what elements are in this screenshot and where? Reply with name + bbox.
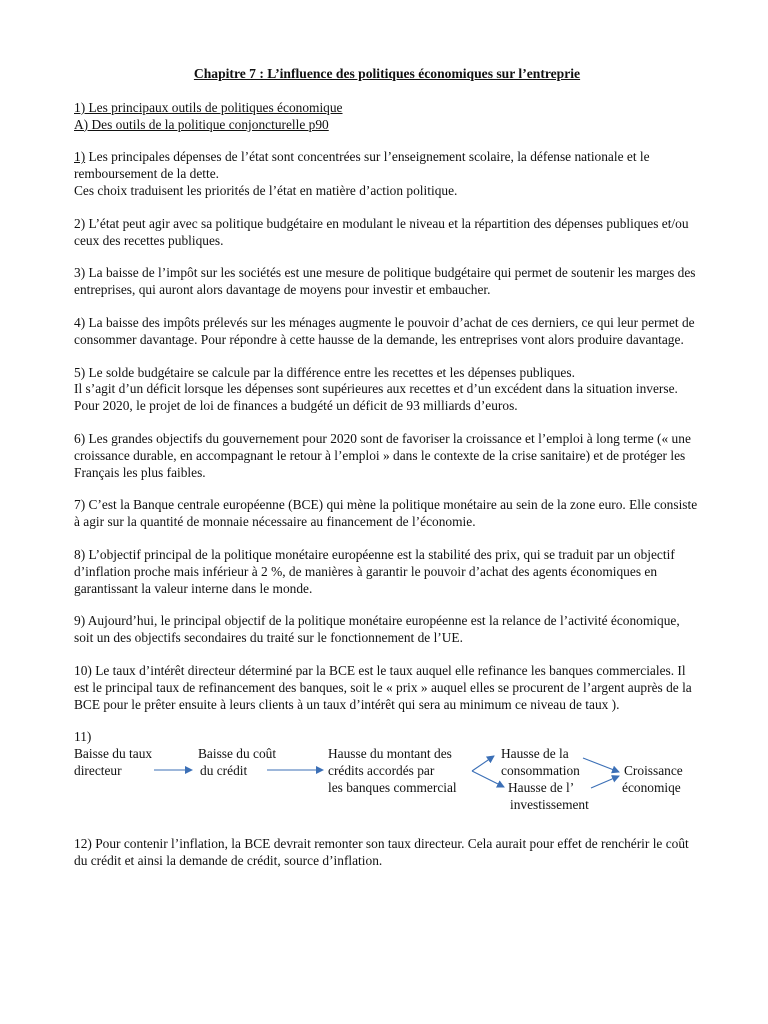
flow-arrows xyxy=(74,746,700,830)
arrow-5-to-6 xyxy=(591,776,619,788)
paragraph-4 xyxy=(74,315,700,349)
paragraph-9 xyxy=(74,613,700,647)
paragraph-2-text: 2) L’état peut agir avec sa politique budgétaire en modulant le niveau et la répartition des dépenses publiques et/ou ceux des recettes publiques. xyxy=(74,215,689,248)
arrow-4-to-6 xyxy=(583,758,619,772)
paragraph-4-text: 4) La baisse des impôts prélevés sur les ménages augmente le pouvoir d’achat de ces derniers, ce qui leur permet de consommer davantage. Pour répondre à cette hausse de la demande, les entreprises vont alors produire davantage. xyxy=(74,314,695,347)
paragraph-6-text: 6) Les grandes objectifs du gouvernement pour 2020 sont de favoriser la croissance et l’emploi à long terme (« une croissance durable, en accompagnant le retour à l’emploi » dans le contexte de la crise sanitaire) et de protéger les Français les plus faibles. xyxy=(74,430,691,480)
flow-node-3-line-2: crédits accordés par xyxy=(328,763,435,779)
document-page xyxy=(74,66,700,870)
flow-node-4-line-1: Hausse de la xyxy=(501,746,569,762)
arrow-3-to-4 xyxy=(472,756,494,771)
arrow-3-to-5 xyxy=(472,771,504,787)
paragraph-8-text: 8) L’objectif principal de la politique monétaire européenne est la stabilité des prix, qui se traduit par un objectif d’inflation proche mais inférieur à 2 %, de manières à garantir le pouvoir d’achat des agents économiques en garantissant la valeur interne dans le monde. xyxy=(74,546,675,596)
paragraph-12 xyxy=(74,836,700,870)
paragraph-1 xyxy=(74,149,700,199)
flow-node-6-line-2: économiqe xyxy=(622,780,681,796)
paragraph-9-text: 9) Aujourd’hui, le principal objectif de la politique monétaire européenne est la relance de l’activité économique, soit un des objectifs secondaires du traité sur le fonctionnement de l’UE. xyxy=(74,613,680,646)
paragraph-12-text: 12) Pour contenir l’inflation, la BCE devrait remonter son taux directeur. Cela aurait pour effet de renchérir le coût du crédit et ainsi la demande de crédit, source d’inflation. xyxy=(74,836,689,868)
paragraph-1-text-2: Ces choix traduisent les priorités de l’état en matière d’action politique. xyxy=(74,182,458,198)
paragraph-3-text: 3) La baisse de l’impôt sur les sociétés est une mesure de politique budgétaire qui permet de soutenir les marges des entreprises, qui auront alors davantage de moyens pour investir et embaucher. xyxy=(74,265,696,298)
paragraph-11-number: 11) xyxy=(74,729,92,745)
flow-node-3-line-3: les banques commercial xyxy=(328,780,457,796)
flow-node-1-line-2: directeur xyxy=(74,763,122,779)
flow-node-5-line-2: investissement xyxy=(510,797,589,813)
chapter-title: Chapitre 7 : L’influence des politiques économiques sur l’entreprie xyxy=(193,66,581,81)
paragraph-2 xyxy=(74,216,700,250)
subsection-heading: A) Des outils de la politique conjoncturelle p90 xyxy=(74,116,329,132)
flow-node-2-line-2: du crédit xyxy=(200,763,248,779)
paragraph-5-text-3: Pour 2020, le projet de loi de finances a budgété un déficit de 93 milliards d’euros. xyxy=(74,398,518,414)
paragraph-11 xyxy=(74,729,700,830)
flow-node-2-line-1: Baisse du coût xyxy=(198,746,277,762)
paragraph-7 xyxy=(74,497,700,531)
flow-node-5-line-1: Hausse de l’ xyxy=(508,780,575,796)
paragraph-6 xyxy=(74,431,700,481)
section-heading: 1) Les principaux outils de politiques économique xyxy=(74,99,343,115)
flow-node-4-line-2: consommation xyxy=(501,763,580,779)
causal-flow-diagram xyxy=(74,746,700,830)
paragraph-7-text: 7) C’est la Banque centrale européenne (BCE) qui mène la politique monétaire au sein de la zone euro. Elle consiste à agir sur la quantité de monnaie nécessaire au financement de l’économie. xyxy=(74,497,698,530)
paragraph-10 xyxy=(74,663,700,713)
paragraph-1-text: Les principales dépenses de l’état sont concentrées sur l’enseignement scolaire, la défense nationale et le remboursement de la dette. xyxy=(74,149,650,182)
paragraph-5-text-2: Il s’agit d’un déficit lorsque les dépenses sont supérieures aux recettes et d’un excédent dans la situation inverse. xyxy=(74,381,678,397)
paragraph-8 xyxy=(74,547,700,597)
flow-node-6-line-1: Croissance xyxy=(624,763,683,779)
flow-node-3-line-1: Hausse du montant des xyxy=(328,746,452,762)
paragraph-5-text-1: 5) Le solde budgétaire se calcule par la différence entre les recettes et les dépenses publiques. xyxy=(74,364,575,380)
paragraph-1-number: 1) xyxy=(74,149,86,165)
flow-node-1-line-1: Baisse du taux xyxy=(74,746,153,762)
paragraph-10-text: 10) Le taux d’intérêt directeur déterminé par la BCE est le taux auquel elle refinance les banques commerciales. Il est le principal taux de refinancement des banques, soit le « prix » auquel elles se procurent de l’argent auprès de la BCE pour le prêter ensuite à leurs clients à un taux d’intérêt qui sera au minimum ce niveau de taux ). xyxy=(74,662,692,712)
paragraph-5 xyxy=(74,365,700,415)
paragraph-3 xyxy=(74,265,700,299)
